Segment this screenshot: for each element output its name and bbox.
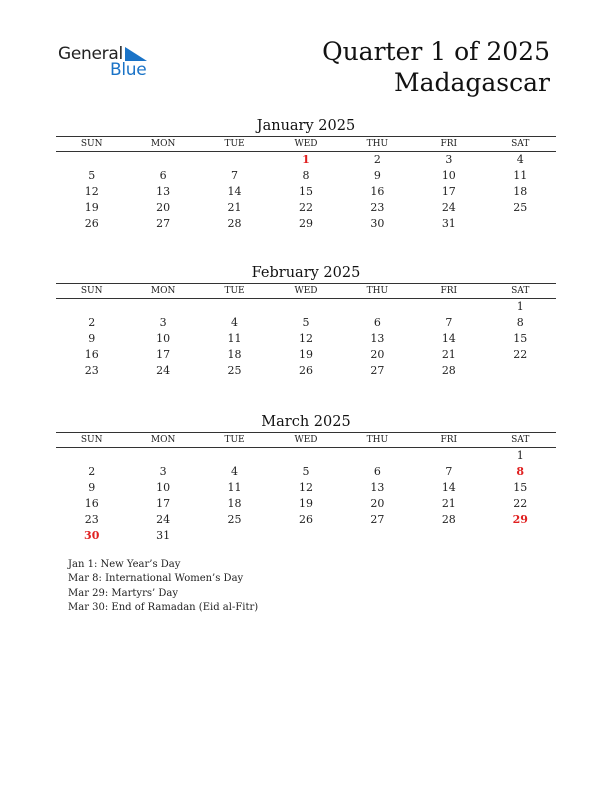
weekday-label: SAT [511, 286, 530, 296]
day-cell: 16 [84, 348, 99, 361]
day-cell: 7 [445, 316, 453, 329]
day-cell: 17 [156, 348, 171, 361]
day-cell: 12 [298, 481, 313, 494]
week-row [56, 299, 556, 315]
empty-cell [270, 448, 341, 464]
weekday-header [56, 433, 556, 448]
day-cell: 18 [227, 348, 242, 361]
weekday-label: MON [150, 286, 176, 296]
weekday-label: FRI [440, 139, 458, 149]
weekday-label: SUN [80, 435, 103, 445]
day-cell: 24 [156, 364, 171, 377]
empty-cell [342, 448, 413, 464]
week-row [56, 168, 556, 184]
weekday-label: SUN [80, 139, 103, 149]
weekday-label: TUE [224, 286, 245, 296]
day-cell: 4 [231, 316, 239, 329]
day-cell: 5 [302, 465, 310, 478]
day-cell: 2 [88, 316, 96, 329]
day-cell: 23 [84, 513, 99, 526]
empty-cell [199, 448, 270, 464]
empty-cell [56, 299, 127, 315]
day-cell: 21 [441, 497, 456, 510]
holiday-note: Mar 8: International Women’s Day [68, 573, 244, 585]
day-cell: 31 [156, 529, 171, 542]
month-title: February 2025 [251, 265, 361, 281]
day-cell: 24 [156, 513, 171, 526]
day-cell: 27 [156, 217, 171, 230]
day-cell: 29 [298, 217, 313, 230]
day-cell: 25 [227, 364, 242, 377]
day-cell: 28 [227, 217, 242, 230]
day-cell: 22 [513, 497, 528, 510]
day-cell: 10 [156, 332, 171, 345]
weekday-header [56, 284, 556, 299]
day-cell: 20 [370, 497, 385, 510]
weekday-label: MON [150, 139, 176, 149]
weekday-label: FRI [440, 286, 458, 296]
empty-cell [342, 299, 413, 315]
week-row [56, 216, 556, 232]
day-cell: 28 [441, 513, 456, 526]
day-cell: 21 [441, 348, 456, 361]
page-title [322, 36, 550, 98]
empty-cell [342, 528, 413, 544]
holiday-day-cell: 29 [512, 513, 528, 526]
weekday-label: THU [366, 139, 389, 149]
empty-cell [485, 363, 556, 379]
day-cell: 19 [298, 348, 313, 361]
day-cell: 15 [513, 332, 528, 345]
weekday-header [56, 137, 556, 152]
day-cell: 1 [516, 449, 524, 462]
day-cell: 15 [298, 185, 313, 198]
weekday-label: SAT [511, 435, 530, 445]
week-row [56, 496, 556, 512]
empty-cell [199, 528, 270, 544]
month-march [56, 412, 556, 544]
holiday-note: Mar 30: End of Ramadan (Eid al-Fitr) [68, 601, 259, 613]
weekday-label: THU [366, 286, 389, 296]
day-cell: 6 [373, 465, 381, 478]
day-cell: 16 [370, 185, 385, 198]
week-row [56, 363, 556, 379]
day-cell: 25 [513, 201, 528, 214]
day-cell: 9 [373, 169, 381, 182]
day-cell: 8 [516, 316, 524, 329]
day-cell: 21 [227, 201, 242, 214]
day-cell: 17 [156, 497, 171, 510]
weekday-label: TUE [224, 139, 245, 149]
day-cell: 1 [516, 300, 524, 313]
day-cell: 2 [373, 153, 381, 166]
week-row [56, 512, 556, 528]
day-cell: 9 [88, 332, 96, 345]
logo-triangle-icon [125, 47, 147, 61]
day-cell: 13 [370, 332, 385, 345]
month-february [56, 263, 556, 379]
empty-cell [127, 299, 198, 315]
title-quarter: Quarter 1 of 2025 [322, 37, 550, 66]
day-cell: 8 [302, 169, 310, 182]
day-cell: 27 [370, 513, 385, 526]
logo-general-text: General [58, 44, 123, 64]
day-cell: 5 [302, 316, 310, 329]
day-cell: 23 [84, 364, 99, 377]
day-cell: 6 [373, 316, 381, 329]
weekday-label: FRI [440, 435, 458, 445]
week-row [56, 464, 556, 480]
day-cell: 13 [370, 481, 385, 494]
day-cell: 26 [298, 364, 313, 377]
week-row [56, 448, 556, 464]
empty-cell [56, 448, 127, 464]
empty-cell [127, 152, 198, 168]
empty-cell [270, 299, 341, 315]
month-january [56, 116, 556, 232]
day-cell: 7 [445, 465, 453, 478]
day-cell: 11 [227, 481, 242, 494]
day-cell: 14 [227, 185, 242, 198]
day-cell: 14 [441, 332, 456, 345]
day-cell: 26 [298, 513, 313, 526]
week-row [56, 184, 556, 200]
weekday-label: TUE [224, 435, 245, 445]
week-row [56, 315, 556, 331]
weekday-label: WED [294, 139, 318, 149]
day-cell: 11 [227, 332, 242, 345]
empty-cell [199, 299, 270, 315]
weekday-label: WED [294, 286, 318, 296]
holiday-day-cell: 8 [516, 465, 525, 478]
week-row [56, 480, 556, 496]
day-cell: 12 [298, 332, 313, 345]
day-cell: 25 [227, 513, 242, 526]
day-cell: 2 [88, 465, 96, 478]
day-cell: 6 [159, 169, 167, 182]
generalblue-logo [58, 44, 158, 84]
day-cell: 22 [513, 348, 528, 361]
week-row [56, 331, 556, 347]
day-cell: 30 [370, 217, 385, 230]
empty-cell [56, 152, 127, 168]
day-cell: 19 [298, 497, 313, 510]
empty-cell [413, 299, 484, 315]
day-cell: 12 [84, 185, 99, 198]
week-row [56, 200, 556, 216]
empty-cell [270, 528, 341, 544]
empty-cell [485, 528, 556, 544]
month-title: March 2025 [261, 414, 351, 430]
day-cell: 17 [441, 185, 456, 198]
holiday-note: Jan 1: New Year’s Day [68, 559, 181, 570]
day-cell: 13 [156, 185, 171, 198]
holiday-notes [68, 558, 258, 615]
empty-cell [127, 448, 198, 464]
week-row [56, 528, 556, 544]
day-cell: 18 [513, 185, 528, 198]
day-cell: 26 [84, 217, 99, 230]
day-cell: 23 [370, 201, 385, 214]
day-cell: 20 [156, 201, 171, 214]
day-cell: 22 [298, 201, 313, 214]
day-cell: 9 [88, 481, 96, 494]
day-cell: 5 [88, 169, 96, 182]
day-cell: 4 [516, 153, 524, 166]
day-cell: 10 [156, 481, 171, 494]
empty-cell [199, 152, 270, 168]
week-row [56, 152, 556, 168]
empty-cell [485, 216, 556, 232]
weekday-label: SUN [80, 286, 103, 296]
logo-blue-text: Blue [110, 60, 147, 80]
day-cell: 7 [231, 169, 239, 182]
day-cell: 3 [159, 465, 167, 478]
holiday-note: Mar 29: Martyrs’ Day [68, 587, 178, 599]
day-cell: 14 [441, 481, 456, 494]
weekday-label: SAT [511, 139, 530, 149]
weekday-label: WED [294, 435, 318, 445]
day-cell: 18 [227, 497, 242, 510]
title-country: Madagascar [393, 68, 550, 97]
empty-cell [413, 528, 484, 544]
holiday-day-cell: 30 [84, 529, 100, 542]
week-row [56, 347, 556, 363]
day-cell: 19 [84, 201, 99, 214]
day-cell: 28 [441, 364, 456, 377]
month-title: January 2025 [256, 118, 356, 134]
day-cell: 3 [445, 153, 453, 166]
day-cell: 24 [441, 201, 456, 214]
day-cell: 15 [513, 481, 528, 494]
day-cell: 31 [441, 217, 456, 230]
day-cell: 27 [370, 364, 385, 377]
empty-cell [413, 448, 484, 464]
day-cell: 16 [84, 497, 99, 510]
day-cell: 11 [513, 169, 528, 182]
weekday-label: MON [150, 435, 176, 445]
day-cell: 10 [441, 169, 456, 182]
day-cell: 3 [159, 316, 167, 329]
holiday-day-cell: 1 [302, 153, 310, 166]
day-cell: 4 [231, 465, 239, 478]
day-cell: 20 [370, 348, 385, 361]
weekday-label: THU [366, 435, 389, 445]
